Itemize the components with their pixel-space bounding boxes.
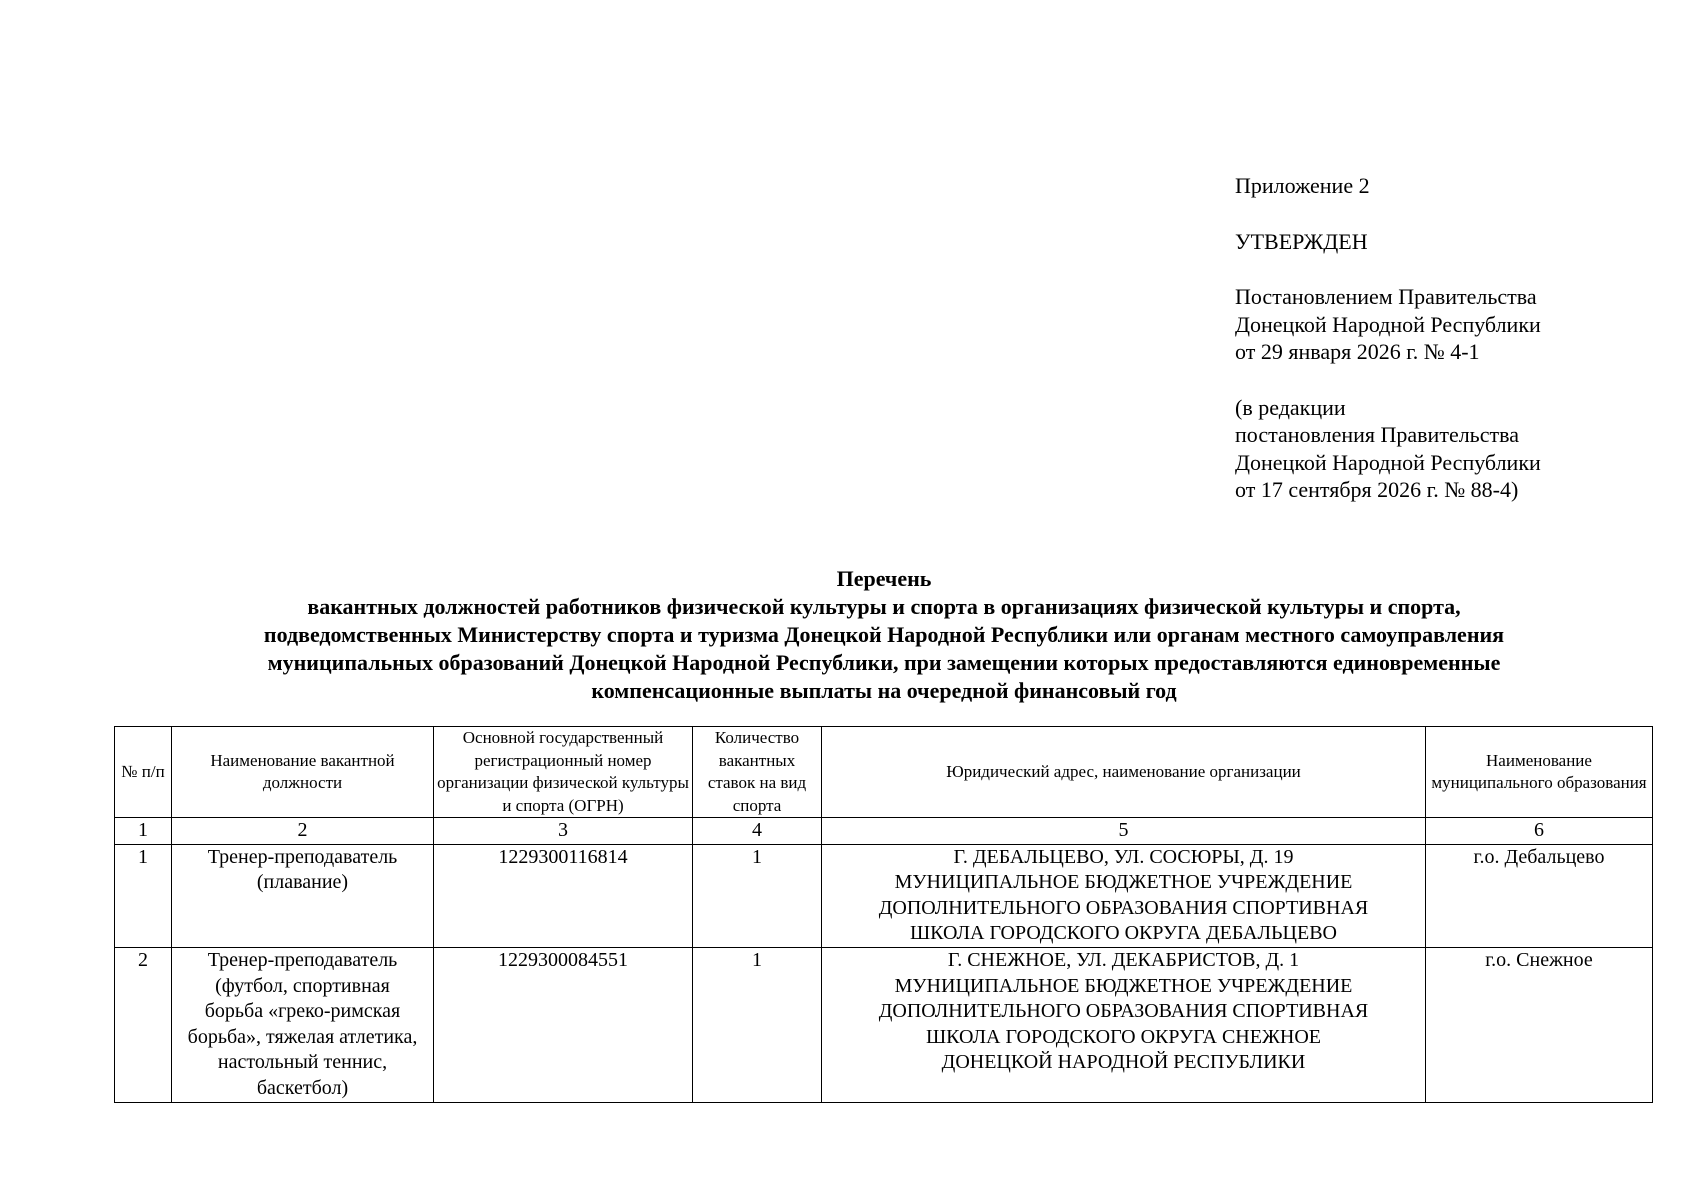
resolution-line: Донецкой Народной Республики [1235, 311, 1541, 337]
address-line: ДОПОЛНИТЕЛЬНОГО ОБРАЗОВАНИЯ СПОРТИВНАЯ [878, 1000, 1369, 1023]
position-line: (футбол, спортивная [215, 974, 390, 997]
address-line: Г. СНЕЖНОЕ, УЛ. ДЕКАБРИСТОВ, Д. 1 [947, 948, 1300, 971]
position-line: (плавание) [256, 871, 349, 894]
ogrn-cell: 1229300084551 [434, 947, 693, 1102]
column-numbers-row [115, 818, 1653, 845]
address-line: Г. ДЕБАЛЬЦЕВО, УЛ. СОСЮРЫ, Д. 19 [953, 845, 1294, 868]
row-number: 2 [115, 947, 172, 1102]
approval-block [1235, 172, 1675, 504]
address-line: ШКОЛА ГОРОДСКОГО ОКРУГА ДЕБАЛЬЦЕВО [910, 922, 1337, 945]
address-line: ШКОЛА ГОРОДСКОГО ОКРУГА СНЕЖНОЕ [926, 1025, 1321, 1048]
address-line: МУНИЦИПАЛЬНОЕ БЮДЖЕТНОЕ УЧРЕЖДЕНИЕ [894, 871, 1353, 894]
title-line: подведомственных Министерству спорта и туризма Донецкой Народной Республики или органам местного самоуправления [263, 622, 1505, 647]
revision-line: постановления Правительства [1235, 422, 1519, 447]
position-line: баскетбол) [256, 1076, 349, 1099]
column-number: 1 [115, 818, 172, 845]
column-number: 6 [1426, 818, 1653, 845]
position-line: Тренер-преподаватель [207, 948, 398, 971]
title-line: вакантных должностей работников физической культуры и спорта в организациях физической культуры и спорта, [307, 594, 1461, 619]
address-line: ДОПОЛНИТЕЛЬНОГО ОБРАЗОВАНИЯ СПОРТИВНАЯ [878, 896, 1369, 919]
position-cell [172, 947, 434, 1102]
revision-line: (в редакции [1235, 394, 1346, 420]
row-number: 1 [115, 844, 172, 947]
column-number: 4 [693, 818, 822, 845]
resolution-line: от 29 января 2026 г. № 4-1 [1235, 339, 1480, 364]
approved-label: УТВЕРЖДЕН [1235, 228, 1368, 254]
position-line: борьба «греко-римская [204, 1000, 401, 1023]
table-header-row [115, 727, 1653, 818]
rates-cell: 1 [693, 947, 822, 1102]
position-cell [172, 844, 434, 947]
header-address: Юридический адрес, наименование организации [822, 727, 1426, 818]
municipality-cell: г.о. Дебальцево [1426, 844, 1653, 947]
header-ogrn: Основной государственный регистрационный номер организации физической культуры и спорта (ОГРН) [434, 727, 693, 818]
table-row [115, 844, 1653, 947]
municipality-cell: г.о. Снежное [1426, 947, 1653, 1102]
address-line: МУНИЦИПАЛЬНОЕ БЮДЖЕТНОЕ УЧРЕЖДЕНИЕ [894, 974, 1353, 997]
header-position: Наименование вакантной должности [172, 727, 434, 818]
address-cell [822, 844, 1426, 947]
header-number: № п/п [115, 727, 172, 818]
address-line: ДОНЕЦКОЙ НАРОДНОЙ РЕСПУБЛИКИ [941, 1051, 1306, 1074]
document-title [114, 565, 1654, 705]
table-row [115, 947, 1653, 1102]
column-number: 3 [434, 818, 693, 845]
position-line: борьба», тяжелая атлетика, [187, 1025, 418, 1048]
position-line: настольный теннис, [217, 1051, 388, 1074]
appendix-label: Приложение 2 [1235, 173, 1370, 198]
title-line: муниципальных образований Донецкой Народной Республики, при замещении которых предоставляются единовременные [267, 650, 1501, 675]
column-number: 5 [822, 818, 1426, 845]
header-municipality: Наименование муниципального образования [1426, 727, 1653, 818]
ogrn-cell: 1229300116814 [434, 844, 693, 947]
revision-line: Донецкой Народной Республики [1235, 449, 1541, 475]
rates-cell: 1 [693, 844, 822, 947]
position-line: Тренер-преподаватель [207, 845, 398, 868]
column-number: 2 [172, 818, 434, 845]
address-cell [822, 947, 1426, 1102]
title-heading: Перечень [836, 566, 932, 591]
vacancies-table [114, 726, 1653, 1103]
header-rates: Количество вакантных ставок на вид спорта [693, 727, 822, 818]
resolution-line: Постановлением Правительства [1235, 284, 1537, 309]
revision-line: от 17 сентября 2026 г. № 88-4) [1235, 477, 1519, 502]
title-line: компенсационные выплаты на очередной финансовый год [591, 678, 1177, 703]
